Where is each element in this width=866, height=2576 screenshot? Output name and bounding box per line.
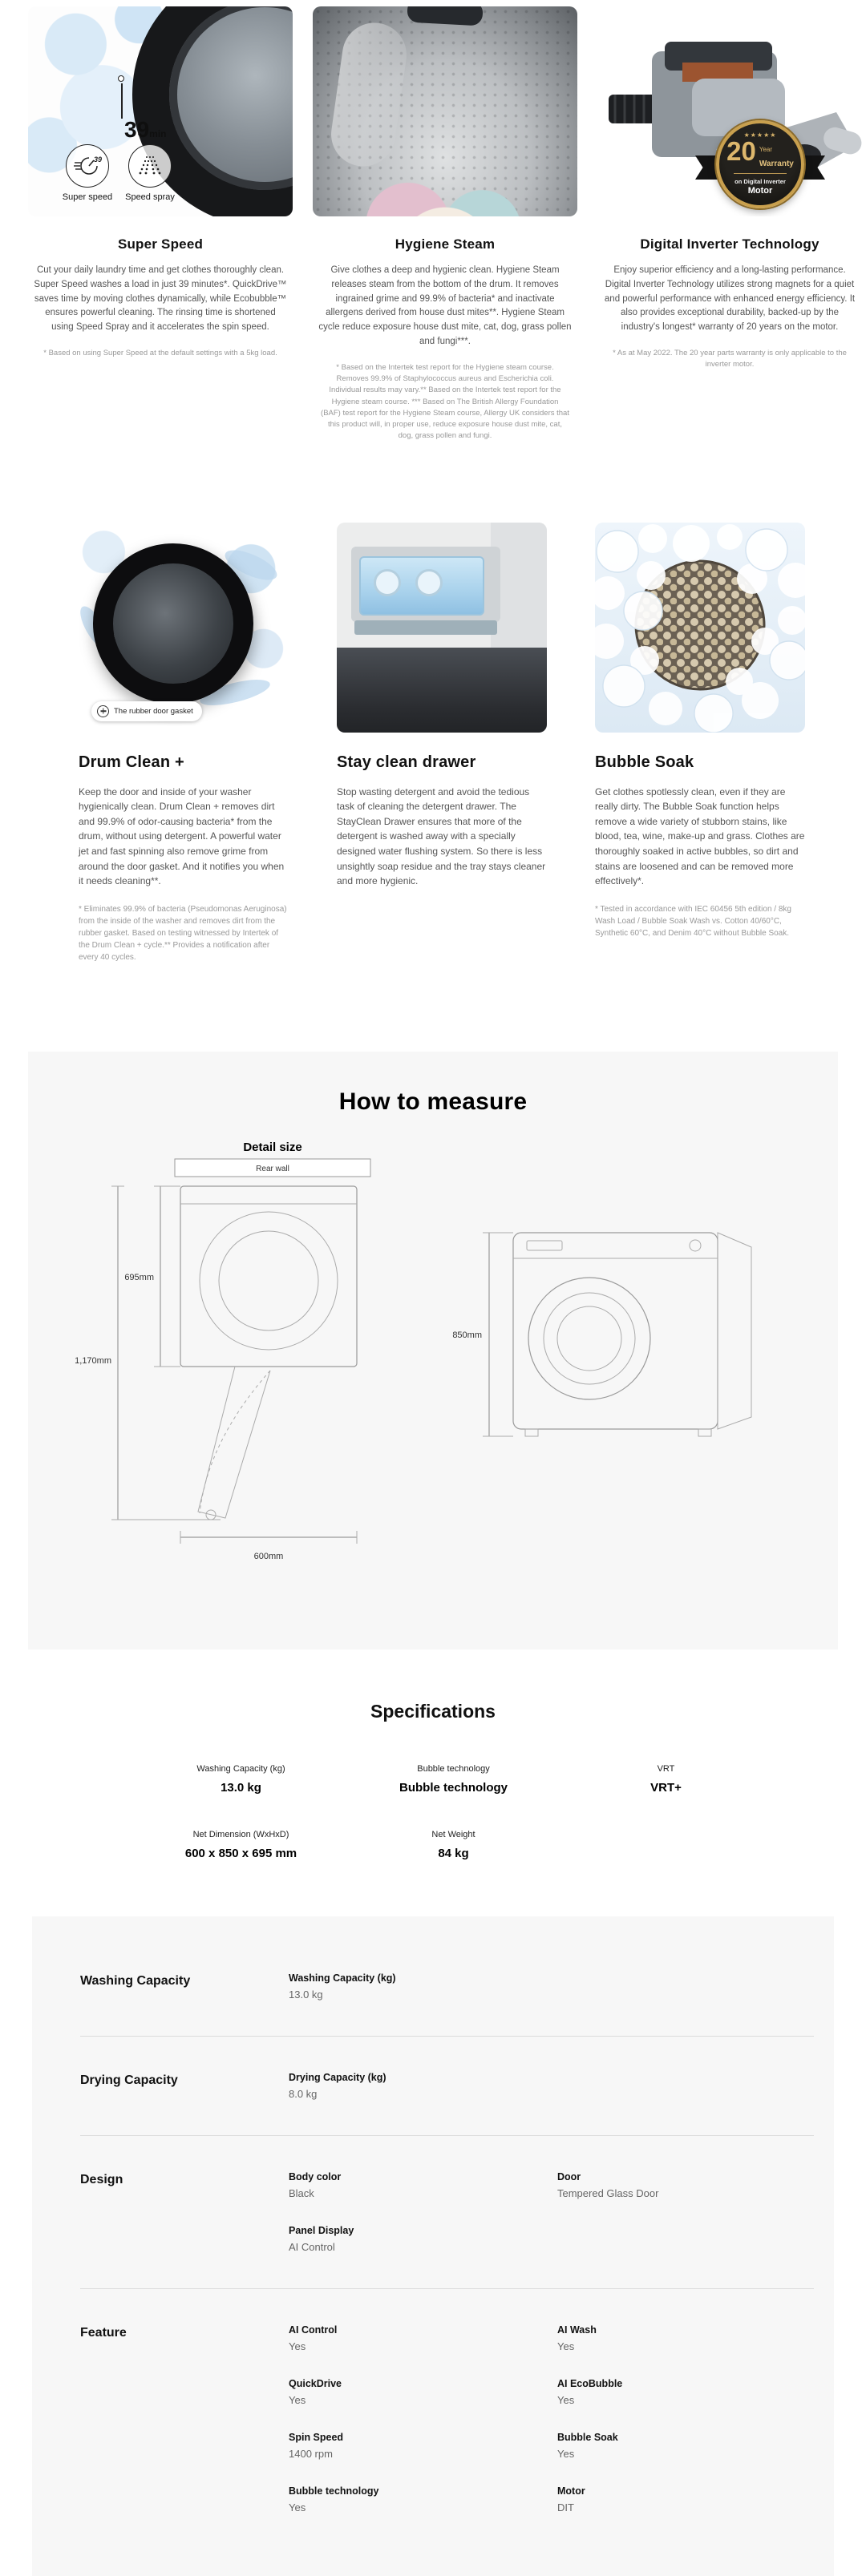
dimension-height: 850mm bbox=[452, 1330, 482, 1340]
spec-label: Washing Capacity (kg) bbox=[196, 1763, 285, 1774]
table-item bbox=[289, 2171, 557, 2199]
feature-footnote: * Tested in accordance with IEC 60456 5th edition / 8kg Wash Load / Bubble Soak Wash vs. Cotton 40/60°C, Synthetic 60°C, and Denim 40°C without Bubble Soak. bbox=[595, 904, 791, 938]
how-to-measure-title: How to measure bbox=[338, 1088, 528, 1115]
feature-footnote: * Eliminates 99.9% of bacteria (Pseudomonas Aeruginosa) from the inside of the washer and removes dirt from the rubber gasket. Based on testing witnessed by Intertek of the Drum Clean + cycle.** Provides a notification after every 40 cycles. bbox=[79, 904, 287, 962]
table-category: Design bbox=[80, 2172, 123, 2186]
wash-time-unit: min bbox=[149, 128, 167, 139]
washer-top-view bbox=[180, 1186, 357, 1367]
feature-footnote: * Based on the Intertek test report for the Hygiene steam course. Removes 99.9% of Staphylococcus aureus and Escherichia coli. Individual results may vary.** Based on the Intertek test report for the Hygiene steam course. *** Based on The British Allergy Foundation (BAF) test report for the Hygiene Steam course, Allergy UK considers that this product will, in proper use, reduce exposure house dust mite, cat, dog, grass pollen and fungi. bbox=[321, 362, 569, 441]
table-item-value: Yes bbox=[289, 2340, 306, 2352]
measurement-diagram bbox=[28, 1137, 838, 1617]
washer-body bbox=[337, 648, 547, 733]
speedometer-icon bbox=[73, 151, 102, 180]
hygiene-steam-image bbox=[313, 6, 577, 216]
table-item-label: Panel Display bbox=[289, 2224, 354, 2236]
table-item-value: 13.0 kg bbox=[289, 1988, 323, 2001]
specifications-grid bbox=[135, 1764, 866, 1860]
super-speed-image bbox=[28, 6, 293, 216]
feature-card-drum-clean bbox=[79, 523, 289, 963]
feature-cards-row-bottom bbox=[79, 523, 866, 963]
spec-net-weight bbox=[347, 1830, 560, 1860]
table-item-label: AI Wash bbox=[557, 2324, 597, 2336]
table-item bbox=[557, 2324, 826, 2352]
how-to-measure-section bbox=[28, 1052, 838, 1649]
stay-clean-drawer-image bbox=[337, 523, 547, 733]
spec-value: Bubble technology bbox=[399, 1780, 508, 1795]
table-item-value: Yes bbox=[557, 2447, 575, 2460]
feature-card-bubble-soak bbox=[595, 523, 805, 963]
feature-description: Give clothes a deep and hygienic clean. Hygiene Steam releases steam from the bottom of the drum. It removes ingrained grime and 99.9% of bacteria* and inactivate allergens derived from house dust mites**. Hygiene Steam cycle reduce exposure house dust mite, cat, dog, grass pollen and fungi***. bbox=[318, 265, 572, 347]
feature-description: Enjoy superior efficiency and a long-lasting performance. Digital Inverter Technology utilizes strong magnets for a quiet and powerful performance with enhanced energy efficiency. It also provides exceptional durability, backed-up by the industry's longest* warranty of 20 years on the motor. bbox=[604, 265, 856, 333]
table-item bbox=[289, 2072, 557, 2100]
warranty-badge bbox=[716, 120, 804, 208]
feature-title: Super Speed bbox=[117, 236, 204, 252]
table-item bbox=[557, 2432, 826, 2460]
rear-wall-label: Rear wall bbox=[256, 1164, 289, 1173]
spec-label: Bubble technology bbox=[417, 1763, 490, 1774]
table-item-label: Bubble Soak bbox=[557, 2431, 618, 2443]
table-item bbox=[289, 1972, 557, 2001]
badge-year-label: Year bbox=[759, 146, 773, 153]
specifications-section bbox=[0, 1701, 866, 1860]
spec-label: VRT bbox=[657, 1763, 675, 1774]
table-item-label: QuickDrive bbox=[289, 2377, 342, 2389]
feature-title: Bubble Soak bbox=[595, 753, 694, 771]
spec-washing-capacity bbox=[135, 1764, 347, 1795]
table-item bbox=[557, 2171, 826, 2199]
table-item-label: Door bbox=[557, 2170, 581, 2182]
speed-spray-badge bbox=[128, 144, 172, 188]
table-item-value: Black bbox=[289, 2186, 314, 2199]
table-item bbox=[289, 2378, 557, 2406]
detergent-cap bbox=[374, 569, 401, 596]
table-row-items bbox=[289, 2072, 826, 2126]
pointer-dot bbox=[118, 75, 124, 82]
table-item-value: Tempered Glass Door bbox=[557, 2186, 659, 2199]
spec-value: 600 x 850 x 695 mm bbox=[184, 1846, 297, 1860]
gasket-label-text: The rubber door gasket bbox=[114, 706, 193, 716]
feature-card-digital-inverter bbox=[597, 6, 862, 442]
speed-spray-badge-label: Speed spray bbox=[125, 192, 175, 202]
svg-text:39: 39 bbox=[94, 155, 102, 164]
drum-lifter-illustration bbox=[407, 6, 483, 26]
table-item-value: DIT bbox=[557, 2501, 574, 2513]
table-item-label: Washing Capacity (kg) bbox=[289, 1972, 396, 1984]
drawer-front-edge bbox=[354, 620, 497, 635]
spec-value: 84 kg bbox=[438, 1846, 469, 1860]
bubble-soak-image bbox=[595, 523, 805, 733]
table-row-items bbox=[289, 1972, 826, 2026]
feature-title: Stay clean drawer bbox=[337, 753, 476, 771]
table-item bbox=[557, 2485, 826, 2513]
table-item-value: 8.0 kg bbox=[289, 2087, 318, 2100]
badge-motor-label: Motor bbox=[747, 186, 773, 196]
spec-value: 13.0 kg bbox=[221, 1780, 261, 1795]
spec-label: Net Weight bbox=[431, 1829, 475, 1839]
washer-front-view bbox=[513, 1233, 718, 1429]
badge-subtitle: on Digital Inverter bbox=[734, 178, 786, 185]
dimension-depth: 695mm bbox=[124, 1272, 154, 1282]
feature-footnote: * As at May 2022. The 20 year parts warranty is only applicable to the inverter motor. bbox=[613, 349, 847, 369]
table-item bbox=[289, 2432, 557, 2460]
feature-description: Cut your daily laundry time and get clothes thoroughly clean. Super Speed washes a load in just 39 minutes*. QuickDrive™ saves time by moving clothes dynamically, while Ecobubble™ ensures powerful cleaning. The rinsing time is shortened using Speed Spray and it accelerates the spin speed. bbox=[34, 265, 287, 333]
feature-title: Drum Clean + bbox=[79, 753, 184, 771]
spec-bubble-technology bbox=[347, 1764, 560, 1795]
table-item-value: Yes bbox=[289, 2501, 306, 2513]
badge-year-labels bbox=[759, 141, 794, 170]
badge-stars-icon: ★★★★★ bbox=[743, 131, 777, 139]
table-category: Washing Capacity bbox=[80, 1973, 191, 1988]
table-item bbox=[557, 2378, 826, 2406]
table-item-label: Spin Speed bbox=[289, 2431, 344, 2443]
spec-table bbox=[32, 1916, 834, 2576]
zoom-plus-icon bbox=[97, 705, 109, 717]
feature-title: Digital Inverter Technology bbox=[640, 236, 819, 252]
badge-divider bbox=[734, 173, 787, 174]
gasket-callout-label bbox=[91, 701, 202, 721]
badge-years: 20 bbox=[726, 136, 756, 166]
spray-icon bbox=[136, 151, 164, 180]
table-item bbox=[289, 2225, 557, 2253]
spec-value: VRT+ bbox=[650, 1780, 682, 1795]
table-item bbox=[289, 2485, 557, 2513]
table-row-feature bbox=[32, 2289, 834, 2544]
table-item-value: Yes bbox=[289, 2393, 306, 2406]
drum-clean-image bbox=[79, 523, 289, 733]
drum-shine-highlight bbox=[327, 18, 411, 170]
table-item-value: 1400 rpm bbox=[289, 2447, 333, 2460]
spec-vrt bbox=[560, 1764, 772, 1795]
table-item-label: AI Control bbox=[289, 2324, 338, 2336]
feature-card-super-speed bbox=[28, 6, 293, 442]
spec-label: Net Dimension (WxHxD) bbox=[192, 1829, 289, 1839]
wash-time-value: 39 bbox=[124, 117, 150, 142]
table-item-value: Yes bbox=[557, 2340, 575, 2352]
digital-inverter-image bbox=[597, 6, 862, 216]
table-row-drying-capacity bbox=[32, 2037, 834, 2130]
table-row-design bbox=[32, 2136, 834, 2283]
feature-description: Stop wasting detergent and avoid the tedious task of cleaning the detergent drawer. The StayClean Drawer ensures that more of the detergent is washed away with a specially designed water flushing system. So there is less unsightly soap residue and the tray stays cleaner and more hygienic. bbox=[337, 785, 546, 887]
table-item bbox=[289, 2324, 557, 2352]
table-category: Feature bbox=[80, 2325, 127, 2340]
pointer-line bbox=[121, 83, 123, 119]
table-row-items bbox=[289, 2171, 826, 2279]
detail-size-label: Detail size bbox=[243, 1140, 302, 1154]
feature-card-stay-clean-drawer bbox=[337, 523, 547, 963]
feature-cards-row-top bbox=[0, 0, 866, 442]
detergent-cap bbox=[415, 569, 443, 596]
feature-card-hygiene-steam bbox=[313, 6, 577, 442]
badge-years-row bbox=[726, 138, 794, 170]
feature-title: Hygiene Steam bbox=[395, 236, 496, 252]
table-item-label: Drying Capacity (kg) bbox=[289, 2071, 386, 2083]
table-row-washing-capacity bbox=[32, 1937, 834, 2031]
table-category: Drying Capacity bbox=[80, 2073, 178, 2087]
dimension-width: 600mm bbox=[253, 1551, 284, 1561]
table-item-label: AI EcoBubble bbox=[557, 2377, 623, 2389]
table-item-label: Body color bbox=[289, 2170, 342, 2182]
wash-time-callout bbox=[124, 117, 167, 143]
table-item-value: Yes bbox=[557, 2393, 575, 2406]
dimension-total-clearance: 1,170mm bbox=[75, 1355, 111, 1366]
badge-warranty-label: Warranty bbox=[759, 159, 794, 168]
super-speed-badge bbox=[66, 144, 109, 188]
table-item-label: Motor bbox=[557, 2485, 585, 2497]
feature-footnote: * Based on using Super Speed at the default settings with a 5kg load. bbox=[43, 349, 277, 358]
specifications-title: Specifications bbox=[370, 1700, 496, 1722]
open-door-outline bbox=[198, 1367, 270, 1518]
super-speed-badge-label: Super speed bbox=[62, 192, 113, 202]
feature-description: Keep the door and inside of your washer hygienically clean. Drum Clean + removes dirt and 99.9% of odor-causing bacteria* from the drum, without using detergent. A powerful water jet and fast spinning also remove grime from around the door gasket. And it notifies you when it needs cleaning**. bbox=[79, 785, 285, 887]
table-row-items bbox=[289, 2324, 826, 2539]
table-item-label: Bubble technology bbox=[289, 2485, 379, 2497]
spec-net-dimension bbox=[135, 1830, 347, 1860]
feature-description: Get clothes spotlessly clean, even if they are really dirty. The Bubble Soak function helps remove a wide variety of stubborn stains, like blood, tea, wine, make-up and grass. Clothes are thoroughly soaked in active bubbles, so dirt and stains are loosened and can be removed more effectively*. bbox=[595, 785, 805, 887]
table-item-value: AI Control bbox=[289, 2240, 335, 2253]
bubbles-illustration bbox=[595, 523, 805, 733]
